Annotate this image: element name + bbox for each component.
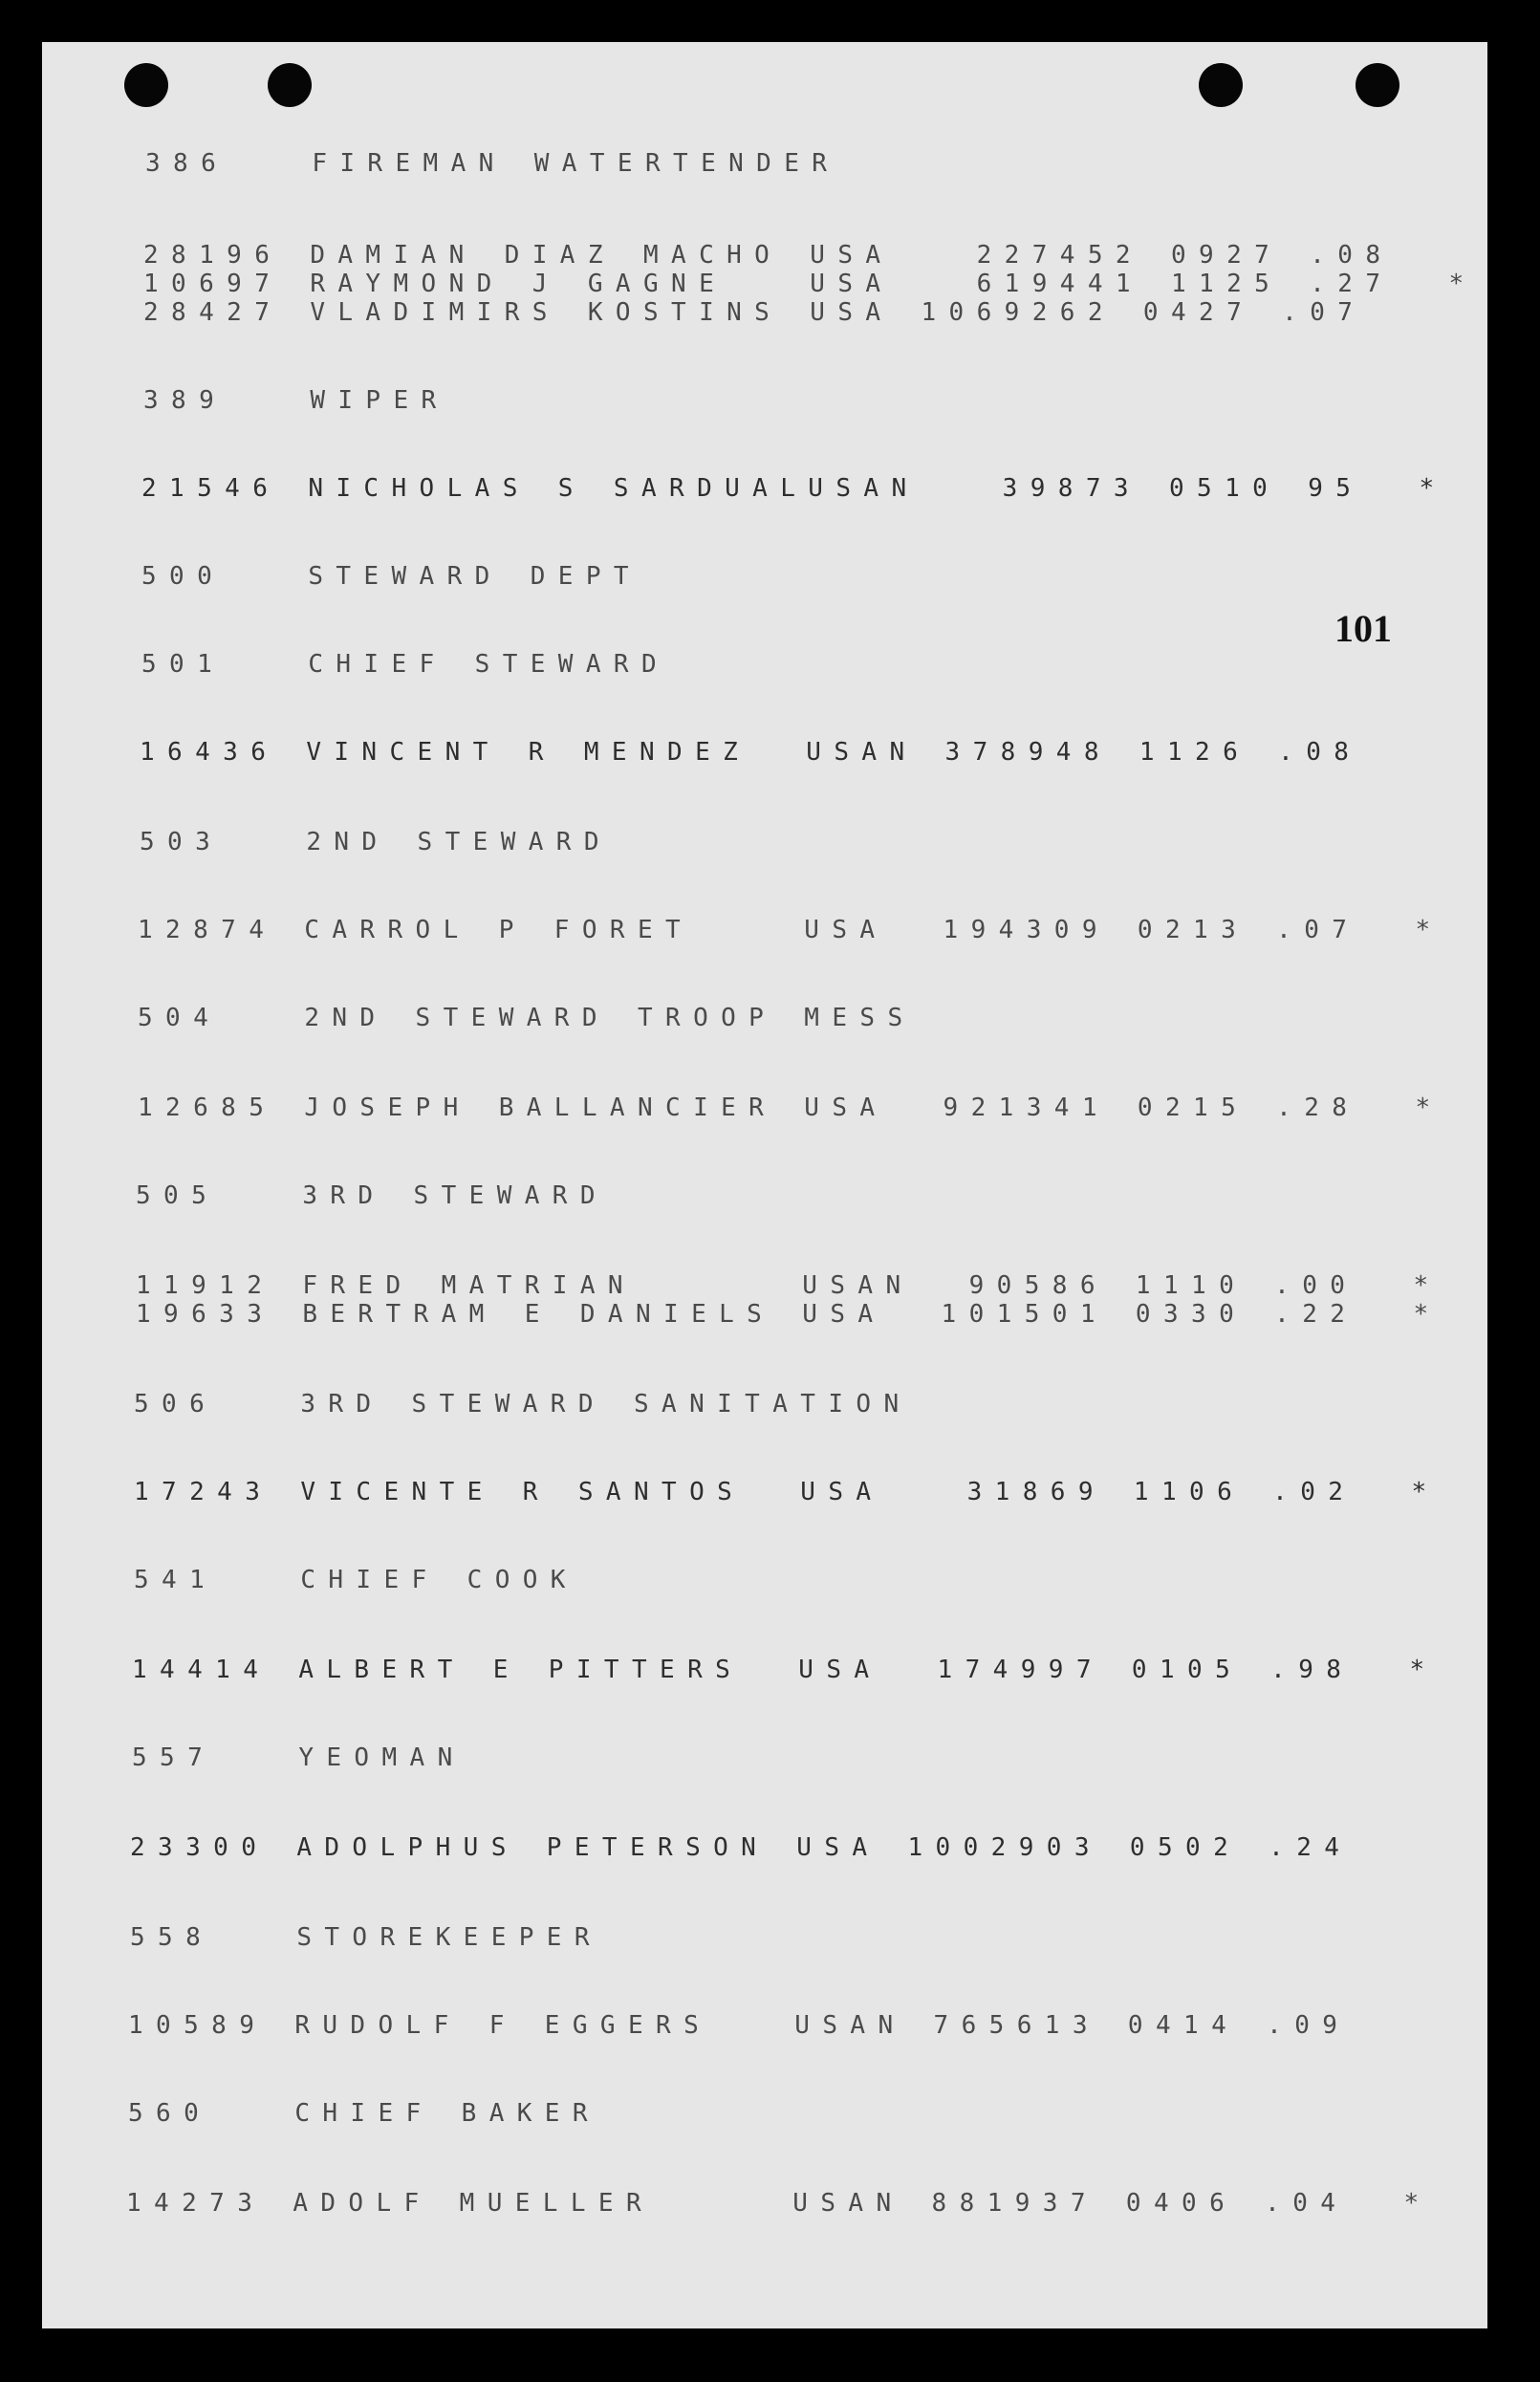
line-record: 23300 ADOLPHUS PETERSON USA 1002903 0502 .24 bbox=[130, 1833, 1353, 1862]
line-record: 19633 BERTRAM E DANIELS USA 101501 0330 .22 * bbox=[136, 1300, 1442, 1329]
line-heading: 506 3RD STEWARD SANITATION bbox=[134, 1390, 912, 1418]
line-record: 10589 RUDOLF F EGGERS USAN 765613 0414 .09 bbox=[128, 2011, 1351, 2040]
line-record: 17243 VICENTE R SANTOS USA 31869 1106 .02 * bbox=[134, 1478, 1440, 1506]
line-record: 10697 RAYMOND J GAGNE USA 619441 1125 .27 * bbox=[143, 270, 1477, 298]
punch-hole-1 bbox=[124, 63, 168, 107]
line-heading: 389 WIPER bbox=[143, 386, 449, 415]
line-record: 28427 VLADIMIRS KOSTINS USA 1069262 0427 .07 bbox=[143, 298, 1366, 327]
line-heading: 500 STEWARD DEPT bbox=[141, 562, 641, 591]
line-heading: 560 CHIEF BAKER bbox=[128, 2099, 600, 2128]
punch-hole-3 bbox=[1199, 63, 1243, 107]
page-number-stamp: 101 bbox=[1334, 607, 1392, 650]
line-record: 21546 NICHOLAS S SARDUALUSAN 39873 0510 95 * bbox=[141, 474, 1447, 503]
line-heading: 505 3RD STEWARD bbox=[136, 1181, 608, 1210]
line-record: 28196 DAMIAN DIAZ MACHO USA 227452 0927 .08 bbox=[143, 241, 1394, 270]
punch-hole-4 bbox=[1356, 63, 1399, 107]
line-record: 14414 ALBERT E PITTERS USA 174997 0105 .98 * bbox=[132, 1656, 1438, 1684]
document-page bbox=[42, 42, 1487, 2328]
line-heading: 557 YEOMAN bbox=[132, 1743, 466, 1772]
line-heading: 541 CHIEF COOK bbox=[134, 1566, 578, 1594]
line-heading: 558 STOREKEEPER bbox=[130, 1923, 602, 1952]
line-heading: 386 FIREMAN WATERTENDER bbox=[145, 149, 840, 178]
line-heading: 501 CHIEF STEWARD bbox=[141, 650, 670, 679]
line-heading: 504 2ND STEWARD TROOP MESS bbox=[138, 1004, 916, 1032]
line-record: 16436 VINCENT R MENDEZ USAN 378948 1126 .08 bbox=[140, 738, 1362, 767]
punch-hole-2 bbox=[268, 63, 312, 107]
line-record: 12874 CARROL P FORET USA 194309 0213 .07 * bbox=[138, 916, 1443, 944]
line-record: 14273 ADOLF MUELLER USAN 881937 0406 .04 * bbox=[126, 2189, 1432, 2218]
line-heading: 503 2ND STEWARD bbox=[140, 828, 612, 856]
line-record: 11912 FRED MATRIAN USAN 90586 1110 .00 * bbox=[136, 1271, 1442, 1300]
line-record: 12685 JOSEPH BALLANCIER USA 921341 0215 .28 * bbox=[138, 1094, 1443, 1122]
